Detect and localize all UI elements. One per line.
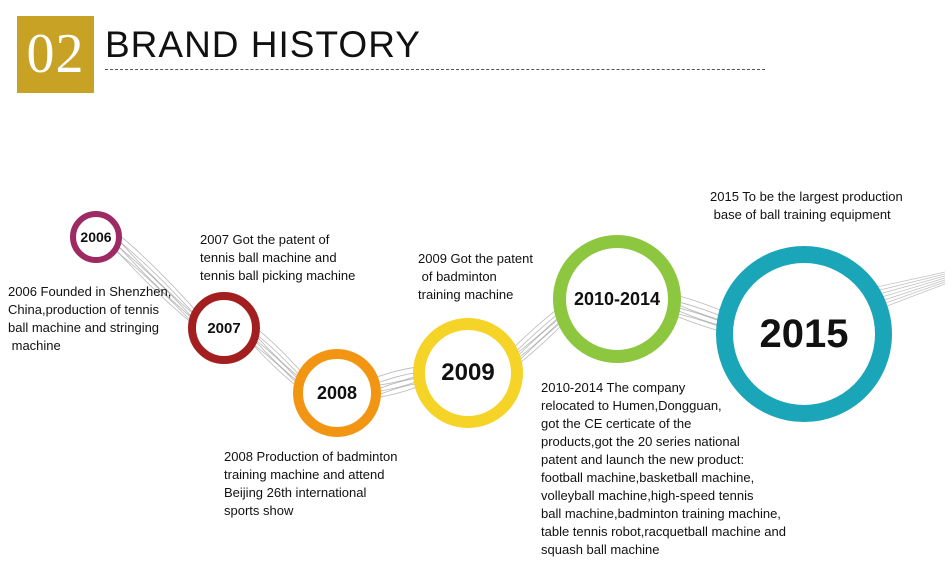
ring-2007 (188, 292, 260, 364)
ring-2009-label: 2009 (441, 359, 495, 386)
caption-2010-2014: 2010-2014 The company relocated to Humen,Dongguan, got the CE certicate of the products,got the 20 series national patent and launch the new product: football machine,basketball machine, volleyball machine,high-speed tennis ball machine,badminton training machine, table tennis robot,racquetball machine and squash ball machine (541, 380, 786, 557)
section-title: BRAND HISTORY (105, 24, 421, 65)
caption-2008: 2008 Production of badminton training machine and attend Beijing 26th international sports show (224, 449, 398, 518)
ring-2007-label: 2007 (207, 319, 241, 337)
ring-2008-label: 2008 (316, 382, 358, 403)
ring-2015-label: 2015 (759, 311, 849, 356)
ring-2006-label: 2006 (80, 229, 112, 245)
caption-2009: 2009 Got the patent of badminton training machine (418, 251, 533, 302)
ring-2006 (70, 211, 122, 263)
caption-2007: 2007 Got the patent of tennis ball machine and tennis ball picking machine (200, 232, 356, 283)
caption-2015: 2015 To be the largest production base of ball training equipment (710, 189, 903, 222)
ring-2009 (413, 318, 523, 428)
ring-2010-2014-label: 2010-2014 (573, 288, 661, 309)
ring-2008 (293, 349, 381, 437)
section-number-badge: 02 (17, 16, 94, 93)
ring-2010-2014 (553, 235, 681, 363)
caption-2006: 2006 Founded in Shenzhen, China,production of tennis ball machine and stringing machine (8, 284, 172, 353)
